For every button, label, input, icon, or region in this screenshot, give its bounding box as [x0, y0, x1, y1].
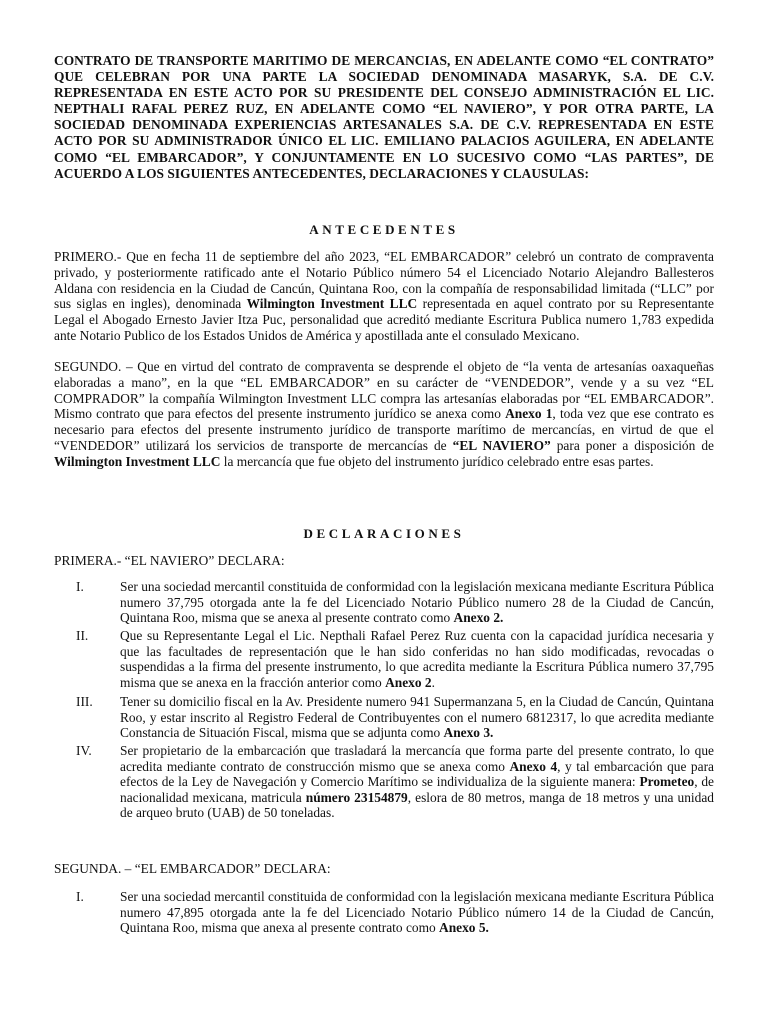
item-number: IV. [76, 743, 92, 758]
declaraciones-heading: DECLARACIONES [303, 526, 465, 541]
item-number: I. [76, 579, 84, 594]
item-text: Ser una sociedad mercantil constituida de conformidad con la legislación mexicana mediante Escritura Pública numero 37,795 otorgada ante la fe del Licenciado Notario Público numero 28 de la Ciudad de Cancún, Quintana Roo, misma que se anexa al presente contrato como Anexo 2. [120, 579, 714, 625]
primera-declara-label: PRIMERA.- “EL NAVIERO” DECLARA: [54, 553, 285, 568]
item-text: Ser una sociedad mercantil constituida de conformidad con la legislación mexicana mediante Escritura Pública numero 47,895 otorgada ante la fe del Licenciado Notario Público número 14 de la Ciudad de Cancún, Quintana Roo, misma que anexa al presente contrato como Anexo 5. [120, 889, 714, 935]
item-text: Ser propietario de la embarcación que trasladará la mercancía que forma parte del presente contrato, lo que acredita mediante contrato de construcción mismo que se anexa como Anexo 4, y tal embarcación que para efectos de la Ley de Navegación y Comercio Marítimo se individualiza de la siguiente manera: Prometeo, de nacionalidad mexicana, matricula número 23154879, eslora de 80 metros, manga de 18 metros y una unidad de arqueo bruto (UAB) de 50 toneladas. [120, 743, 714, 820]
item-text: Que su Representante Legal el Lic. Nepthali Rafael Perez Ruz cuenta con la capacidad jurídica necesaria y que las facultades de representación que le han sido conferidas no han sido modificadas, revocadas o suspendidas a la firma del presente instrumento, lo que acredita mediante la Escritura Pública numero 37,795 misma que se anexa en la fracción anterior como Anexo 2. [120, 628, 714, 690]
item-number: I. [76, 889, 84, 904]
antecedente-segundo: SEGUNDO. – Que en virtud del contrato de compraventa se desprende el objeto de “la venta de artesanías oaxaqueñas elaboradas a mano”, en la que “EL EMBARCADOR” en su carácter de “VENDEDOR”, vende y a su vez “EL COMPRADOR” la compañía Wilmington Investment LLC compra las artesanías elaboradas por “EL EMBARCADOR”. Mismo contrato que para efectos del presente instrumento jurídico se anexa como Anexo 1, toda vez que ese contrato es necesario para efectos del presente instrumento jurídico de transporte marítimo de mercancías, en virtud de que el “VENDEDOR” utilizará los servicios de transporte de mercancías de “EL NAVIERO” para poner a disposición de Wilmington Investment LLC la mercancía que fue objeto del instrumento jurídico celebrado entre esas partes. [54, 359, 714, 469]
item-number: III. [76, 694, 93, 709]
antecedentes-heading: ANTECEDENTES [309, 222, 459, 237]
segunda-declara-label: SEGUNDA. – “EL EMBARCADOR” DECLARA: [54, 861, 331, 876]
antecedente-primero: PRIMERO.- Que en fecha 11 de septiembre del año 2023, “EL EMBARCADOR” celebró un contrato de compraventa privado, y posteriormente ratificado ante el Notario Público número 54 el Licenciado Notario Alejandro Ballesteros Aldana con residencia en la Ciudad de Cancún, Quintana Roo, con la compañía de responsabilidad limitada (“LLC” por sus siglas en ingles), denominada Wilmington Investment LLC representada en aquel contrato por su Representante Legal el Abogado Ernesto Javier Itza Puc, personalidad que acreditó mediante Escritura Publica numero 1,783 expedida ante Notario Publico de los Estados Unidos de América y apostillada ante el consulado Mexicano. [54, 249, 714, 343]
item-number: II. [76, 628, 89, 643]
contract-title: CONTRATO DE TRANSPORTE MARITIMO DE MERCANCIAS, EN ADELANTE COMO “EL CONTRATO” QUE CELEBRAN POR UNA PARTE LA SOCIEDAD DENOMINADA MASARYK, S.A. DE C.V. REPRESENTADA EN ESTE ACTO POR SU PRESIDENTE DEL CONSEJO ADMINISTRACIÓN EL LIC. NEPTHALI RAFAL PEREZ RUZ, EN ADELANTE COMO “EL NAVIERO”, Y POR OTRA PARTE, LA SOCIEDAD DENOMINADA EXPERIENCIAS ARTESANALES S.A. DE C.V. REPRESENTADA EN ESTE ACTO POR SU ADMINISTRADOR ÚNICO EL LIC. EMILIANO PALACIOS AGUILERA, EN ADELANTE COMO “EL EMBARCADOR”, Y CONJUNTAMENTE EN LO SUCESIVO COMO “LAS PARTES”, DE ACUERDO A LOS SIGUIENTES ANTECEDENTES, DECLARACIONES Y CLAUSULAS: [54, 53, 714, 181]
item-text: Tener su domicilio fiscal en la Av. Presidente numero 941 Supermanzana 5, en la Ciudad de Cancún, Quintana Roo, y estar inscrito al Registro Federal de Contribuyentes con el numero 6812317, lo que acredita mediante Constancia de Situación Fiscal, misma que se adjunta como Anexo 3. [120, 694, 714, 740]
